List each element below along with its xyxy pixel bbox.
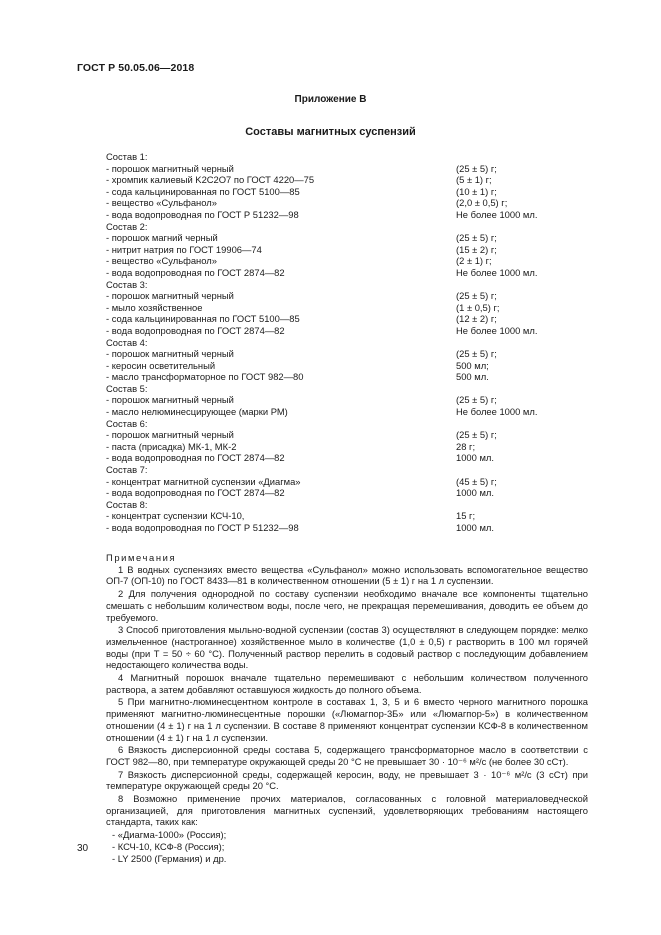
composition-title: Состав 7: (106, 464, 148, 476)
ingredient-name: - керосин осветительный (106, 359, 216, 371)
composition-item (106, 244, 586, 256)
ingredient-amount: (25 ± 5) г; (456, 162, 497, 174)
ingredient-name: - масло нелюминесцирующее (марки РМ) (106, 406, 288, 418)
ingredient-amount: 28 г; (456, 440, 476, 452)
composition-item (106, 348, 586, 360)
composition-item (106, 522, 586, 534)
ingredient-amount: Не более 1000 мл. (456, 324, 538, 336)
ingredient-name: - порошок магнитный черный (106, 290, 234, 302)
composition-title: Состав 4: (106, 336, 148, 348)
composition-item (106, 452, 586, 464)
note-list-item: - КСЧ-10, КСФ-8 (Россия); (112, 840, 225, 852)
composition-item (106, 302, 586, 314)
compositions-list (106, 151, 586, 534)
ingredient-name: - вещество «Сульфанол» (106, 255, 217, 267)
ingredient-name: - вода водопроводная по ГОСТ 2874—82 (106, 452, 285, 464)
composition-item (106, 290, 586, 302)
note-paragraph: 1 В водных суспензиях вместо вещества «Сульфанол» можно использовать вспомогательное вещество ОП-7 (ОП-10) по ГОСТ 8433—81 в количественном отношении (5 ± 1) г на 1 л суспензии. (106, 563, 588, 587)
ingredient-name: - порошок магнитный черный (106, 348, 234, 360)
composition-item (106, 325, 586, 337)
ingredient-name: - масло трансформаторное по ГОСТ 982—80 (106, 371, 304, 383)
composition-item (106, 163, 586, 175)
ingredient-name: - вода водопроводная по ГОСТ 2874—82 (106, 324, 285, 336)
ingredient-name: - вещество «Сульфанол» (106, 197, 217, 209)
composition-item (106, 360, 586, 372)
composition-item (106, 313, 586, 325)
notes-items (106, 564, 588, 828)
ingredient-amount: (1 ± 0,5) г; (456, 301, 500, 313)
ingredient-amount: (12 ± 2) г; (456, 313, 497, 325)
ingredient-name: - сода кальцинированная по ГОСТ 5100—85 (106, 313, 300, 325)
ingredient-amount: (25 ± 5) г; (456, 429, 497, 441)
ingredient-amount: (10 ± 1) г; (456, 185, 497, 197)
ingredient-name: - нитрит натрия по ГОСТ 19906—74 (106, 243, 262, 255)
note-paragraph: 6 Вязкость дисперсионной среды состава 5, содержащего трансформаторное масло в соответствии с ГОСТ 982—80, при температуре окружающей среды 20 °С не превышает 30 · 10⁻⁶ м²/с (не более 30 сСт). (106, 744, 588, 767)
ingredient-amount: (2 ± 1) г; (456, 255, 492, 267)
composition-title: Состав 3: (106, 278, 148, 290)
note-paragraph: 5 При магнитно-люминесцентном контроле в составах 1, 3, 5 и 6 вместо черного магнитного порошка применяют магнитно-люминесцентные порошки («Люмагпор-3Б» или «Люмагпор-5») в количественном отношении (4 ± 1) г на 1 л суспензии. В составе 8 применяют концентрат суспензии КСФ-8 в количественном отношении (4 ± 1) г на 1 л суспензии. (106, 696, 588, 743)
ingredient-name: - вода водопроводная по ГОСТ 2874—82 (106, 266, 285, 278)
ingredient-amount: (25 ± 5) г; (456, 290, 497, 302)
ingredient-name: - вода водопроводная по ГОСТ Р 51232—98 (106, 522, 299, 533)
ingredient-amount: (45 ± 5) г; (456, 475, 497, 487)
composition-item (106, 476, 586, 488)
ingredient-name: - порошок магнитный черный (106, 394, 234, 406)
note-list-item: - «Диагма-1000» (Россия); (112, 829, 227, 841)
ingredient-name: - концентрат суспензии КСЧ-10, (106, 510, 245, 522)
ingredient-amount: 500 мл; (456, 359, 489, 371)
composition-item (106, 406, 586, 418)
note-paragraph: 8 Возможно применение прочих материалов, согласованных с головной материаловедческой организацией, для приготовления магнитных суспензий, удовлетворяющих требованиям настоящего стандарта, таких как: (106, 793, 588, 828)
ingredient-name: - порошок магнитный черный (106, 429, 234, 441)
composition-item (106, 255, 586, 267)
composition-title: Состав 1: (106, 151, 148, 162)
ingredient-amount: Не более 1000 мл. (456, 406, 538, 418)
notes-section (106, 552, 588, 864)
ingredient-amount: 500 мл. (456, 371, 489, 383)
note-paragraph: 2 Для получения однородной по составу суспензии необходимо вначале все компоненты тщательно смешать с небольшим количеством воды, после чего, не прекращая перемешивания, доводить ее объем до требуемого. (106, 588, 588, 623)
composition-item (106, 267, 586, 279)
ingredient-name: - сода кальцинированная по ГОСТ 5100—85 (106, 185, 300, 197)
note-paragraph: 3 Способ приготовления мыльно-водной суспензии (состав 3) осуществляют в следующем порядке: мелко измельченное (настроганное) хозяйственное мыло в количестве (1,0 ± 0,5) г растворить в 100 мл горячей воды (при T = 50 ÷ 60 °С). Полученный раствор перелить в содовый раствор с последующим добавлением недостающего количества воды. (106, 624, 588, 671)
ingredient-amount: Не более 1000 мл. (456, 266, 538, 278)
note-paragraph: 4 Магнитный порошок вначале тщательно перемешивают с небольшим количеством полученного раствора, а затем добавляют оставшуюся жидкость до полного объема. (106, 672, 588, 695)
composition-item (106, 441, 586, 453)
ingredient-name: - концентрат магнитной суспензии «Диагма» (106, 475, 301, 487)
ingredient-name: - хромпик калиевый K2C2O7 по ГОСТ 4220—75 (106, 174, 315, 186)
composition-title: Состав 5: (106, 382, 148, 394)
composition-item (106, 186, 586, 198)
note-list-item: - LY 2500 (Германия) и др. (112, 852, 227, 864)
notes-list (106, 829, 588, 864)
ingredient-amount: (25 ± 5) г; (456, 232, 497, 244)
ingredient-name: - вода водопроводная по ГОСТ Р 51232—98 (106, 208, 299, 220)
composition-item (106, 510, 586, 522)
ingredient-amount: (2,0 ± 0,5) г; (456, 197, 508, 209)
composition-item (106, 209, 586, 221)
ingredient-amount: 15 г; (456, 510, 476, 522)
composition-item (106, 174, 586, 186)
page-number: 30 (77, 843, 89, 854)
appendix-title: Приложение В (294, 94, 367, 105)
composition-item (106, 232, 586, 244)
note-paragraph: 7 Вязкость дисперсионной среды, содержащей керосин, воду, не превышает 3 · 10⁻⁶ м²/с (3 сСт) при температуре окружающей среды 20 °С. (106, 768, 588, 792)
ingredient-amount: 1000 мл. (456, 452, 494, 464)
ingredient-amount: Не более 1000 мл. (456, 208, 538, 220)
composition-item (106, 487, 586, 499)
section-title: Составы магнитных суспензий (245, 126, 416, 138)
ingredient-amount: (25 ± 5) г; (456, 394, 497, 406)
ingredient-name: - порошок магнитный черный (106, 162, 234, 174)
composition-item (106, 197, 586, 209)
composition-title: Состав 2: (106, 220, 148, 232)
ingredient-name: - мыло хозяйственное (106, 301, 203, 313)
ingredient-amount: 1000 мл. (456, 487, 494, 499)
ingredient-name: - вода водопроводная по ГОСТ 2874—82 (106, 487, 285, 499)
notes-title: Примечания (106, 552, 177, 563)
composition-title: Состав 6: (106, 417, 148, 429)
composition-item (106, 371, 586, 383)
ingredient-name: - паста (присадка) МК-1, МК-2 (106, 440, 237, 452)
document-header: ГОСТ Р 50.05.06—2018 (77, 62, 195, 74)
ingredient-amount: (5 ± 1) г; (456, 174, 492, 186)
composition-title: Состав 8: (106, 498, 148, 510)
composition-item (106, 394, 586, 406)
ingredient-amount: (15 ± 2) г; (456, 243, 497, 255)
ingredient-amount: 1000 мл. (456, 522, 494, 533)
composition-item (106, 429, 586, 441)
ingredient-amount: (25 ± 5) г; (456, 348, 497, 360)
ingredient-name: - порошок магний черный (106, 232, 218, 244)
